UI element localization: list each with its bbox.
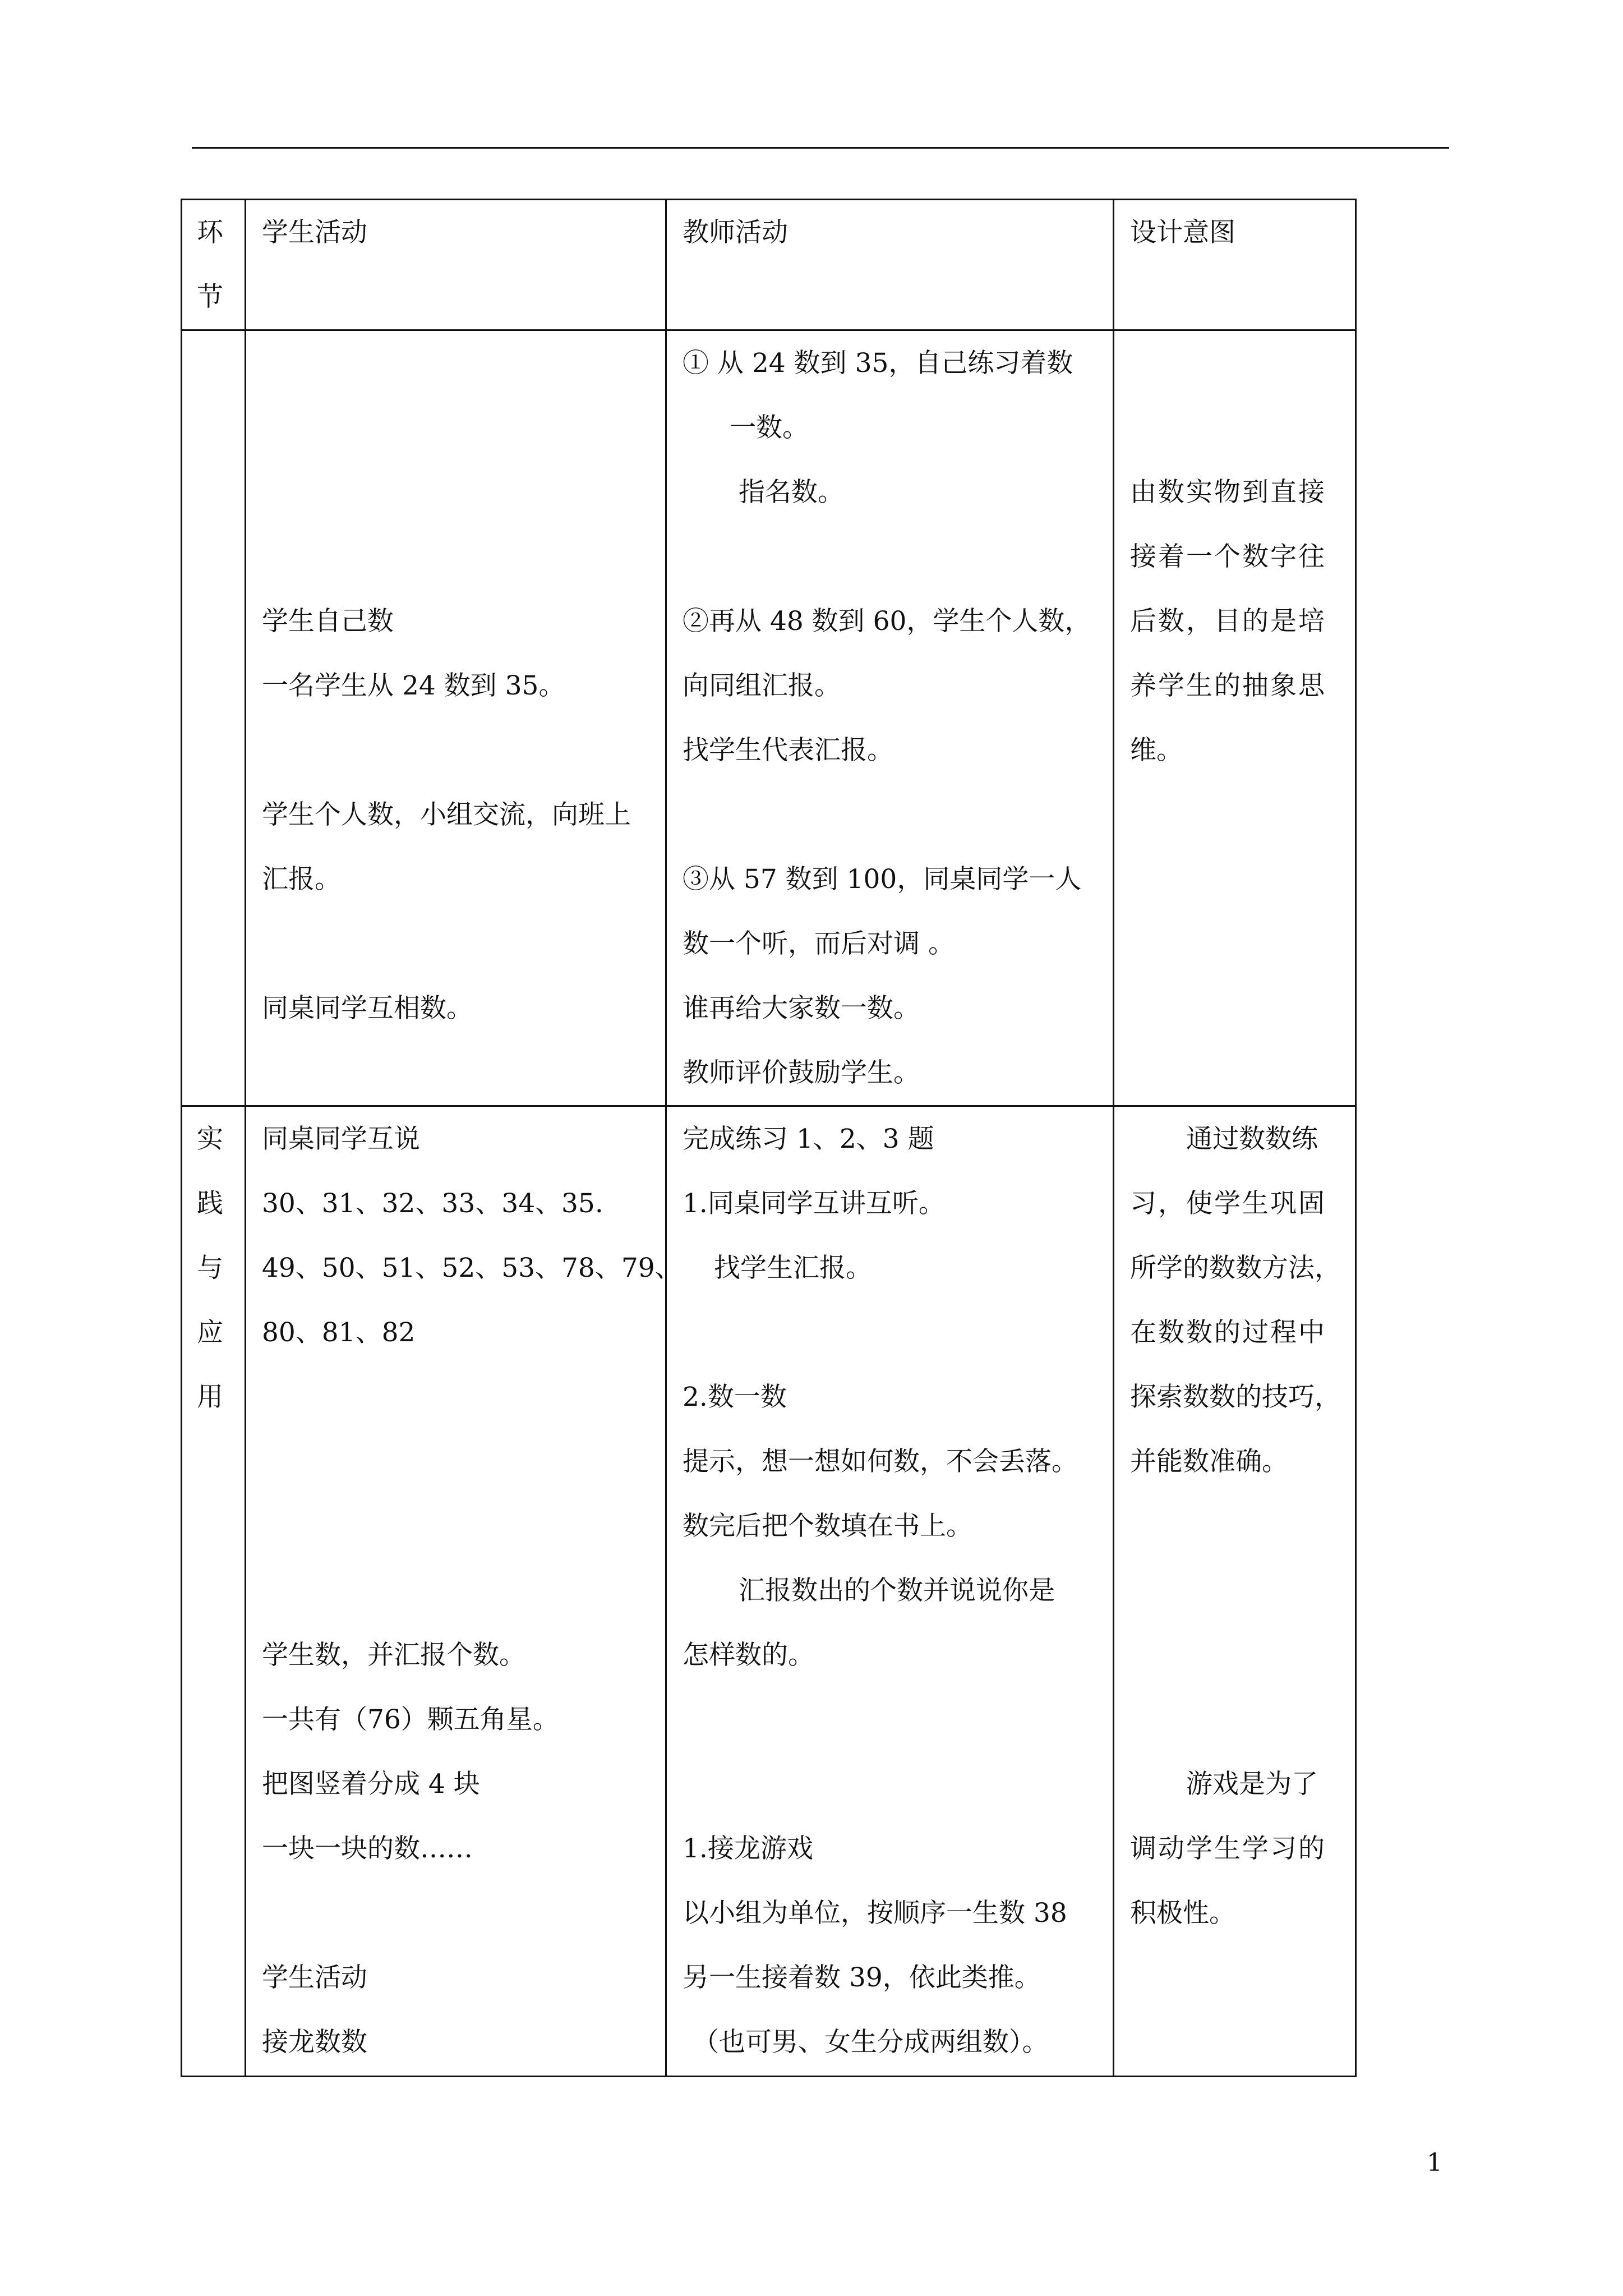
row1-teacher-line: 指名数。 bbox=[739, 477, 844, 508]
row1-teacher-line: 数一个听，而后对调 。 bbox=[683, 928, 955, 959]
header-rule bbox=[192, 147, 1449, 149]
header-student-cell bbox=[246, 200, 666, 330]
row2-student-line: 同桌同学互说 bbox=[262, 1124, 420, 1154]
row1-teacher-line: ②再从 48 数到 60，学生个人数， bbox=[683, 606, 1091, 637]
row2-teacher-line: 找学生汇报。 bbox=[714, 1253, 872, 1283]
row2-student-line: 学生活动 bbox=[262, 1962, 367, 1993]
row1-teacher-cell bbox=[666, 330, 1114, 1106]
header-stage: 环节 bbox=[197, 217, 223, 312]
row2-teacher-cell bbox=[666, 1106, 1114, 2077]
row2-teacher-line: 1.接龙游戏 bbox=[683, 1833, 813, 1864]
row1-student-line: 学生自己数 bbox=[262, 606, 394, 637]
row2-design-line: 探索数数的技巧， bbox=[1130, 1382, 1341, 1412]
row2-student-line: 一共有（76）颗五角星。 bbox=[262, 1704, 559, 1735]
row2-design-line: 在数数的过程中 bbox=[1130, 1317, 1326, 1348]
row2-teacher-line: 怎样数的。 bbox=[683, 1640, 814, 1671]
row1-teacher-line: 一数。 bbox=[730, 412, 809, 443]
row2-stage: 实践与应用 bbox=[197, 1124, 223, 1412]
row2-student-line: 一块一块的数…… bbox=[262, 1833, 473, 1864]
row1-student-line: 学生个人数，小组交流，向班上 bbox=[262, 799, 631, 830]
row2-student-line: 把图竖着分成 4 块 bbox=[262, 1769, 480, 1800]
row2-teacher-line: 提示，想一想如何数，不会丢落。 bbox=[683, 1446, 1078, 1477]
table-header-row bbox=[182, 200, 1356, 330]
row1-design-line: 由数实物到直接 bbox=[1130, 477, 1326, 508]
header-teacher: 教师活动 bbox=[683, 217, 788, 248]
row1-design-line: 养学生的抽象思 bbox=[1130, 670, 1326, 701]
row2-teacher-line: 汇报数出的个数并说说你是 bbox=[739, 1575, 1055, 1606]
row1-stage-cell bbox=[182, 330, 246, 1106]
row2-design-cell bbox=[1114, 1106, 1356, 2077]
row2-teacher-line: 以小组为单位，按顺序一生数 38 bbox=[683, 1898, 1067, 1929]
row1-teacher-line: 教师评价鼓励学生。 bbox=[683, 1057, 920, 1088]
header-student: 学生活动 bbox=[262, 217, 367, 248]
row2-design-line: 习，使学生巩固 bbox=[1130, 1188, 1326, 1219]
row1-student-line: 一名学生从 24 数到 35。 bbox=[262, 670, 565, 701]
table-row bbox=[182, 330, 1356, 1106]
row2-design-line: 积极性。 bbox=[1130, 1898, 1235, 1929]
row1-teacher-line: ③从 57 数到 100，同桌同学一人 bbox=[683, 864, 1082, 895]
row1-design-cell bbox=[1114, 330, 1356, 1106]
row1-design-line: 后数，目的是培 bbox=[1130, 606, 1326, 637]
row2-teacher-line: 1.同桌同学互讲互听。 bbox=[683, 1188, 945, 1219]
header-teacher-cell bbox=[666, 200, 1114, 330]
row1-teacher-line: 找学生代表汇报。 bbox=[683, 735, 893, 766]
row2-student-line: 学生数，并汇报个数。 bbox=[262, 1640, 525, 1671]
row1-design-line: 维。 bbox=[1130, 735, 1183, 766]
row1-teacher-line: 向同组汇报。 bbox=[683, 670, 841, 701]
row1-teacher-line: ① 从 24 数到 35，自己练习着数 bbox=[683, 348, 1073, 379]
row2-student-line: 80、81、82 bbox=[262, 1317, 416, 1348]
row1-student-cell bbox=[246, 330, 666, 1106]
row2-student-line: 接龙数数 bbox=[262, 2027, 367, 2058]
row1-teacher-line: 谁再给大家数一数。 bbox=[683, 993, 920, 1024]
row2-design-line: 游戏是为了 bbox=[1186, 1769, 1318, 1800]
row2-teacher-line: 2.数一数 bbox=[683, 1382, 787, 1412]
row2-design-line: 通过数数练 bbox=[1186, 1124, 1318, 1154]
row2-stage-cell bbox=[182, 1106, 246, 2077]
row2-teacher-line: （也可男、女生分成两组数）。 bbox=[693, 2027, 1049, 2058]
row2-teacher-line: 数完后把个数填在书上。 bbox=[683, 1511, 972, 1542]
row2-student-cell bbox=[246, 1106, 681, 2077]
row1-student-line: 同桌同学互相数。 bbox=[262, 993, 473, 1024]
row1-design-line: 接着一个数字往 bbox=[1130, 541, 1326, 572]
row2-design-line: 并能数准确。 bbox=[1130, 1446, 1288, 1477]
lesson-plan-table bbox=[181, 199, 1357, 2077]
row2-design-line: 所学的数数方法， bbox=[1130, 1253, 1341, 1283]
row2-teacher-line: 另一生接着数 39，依此类推。 bbox=[683, 1962, 1041, 1993]
header-design-cell bbox=[1114, 200, 1356, 330]
header-design: 设计意图 bbox=[1130, 217, 1235, 248]
row1-student-line: 汇报。 bbox=[262, 864, 341, 895]
header-stage-cell bbox=[182, 200, 246, 330]
row2-student-line: 30、31、32、33、34、35. bbox=[262, 1188, 603, 1219]
row2-design-line: 调动学生学习的 bbox=[1130, 1833, 1326, 1864]
page-number: 1 bbox=[1427, 2148, 1442, 2177]
row2-teacher-line: 完成练习 1、2、3 题 bbox=[683, 1124, 934, 1154]
table-row bbox=[182, 1106, 1356, 2077]
row2-student-line: 49、50、51、52、53、78、79、 bbox=[262, 1253, 681, 1283]
